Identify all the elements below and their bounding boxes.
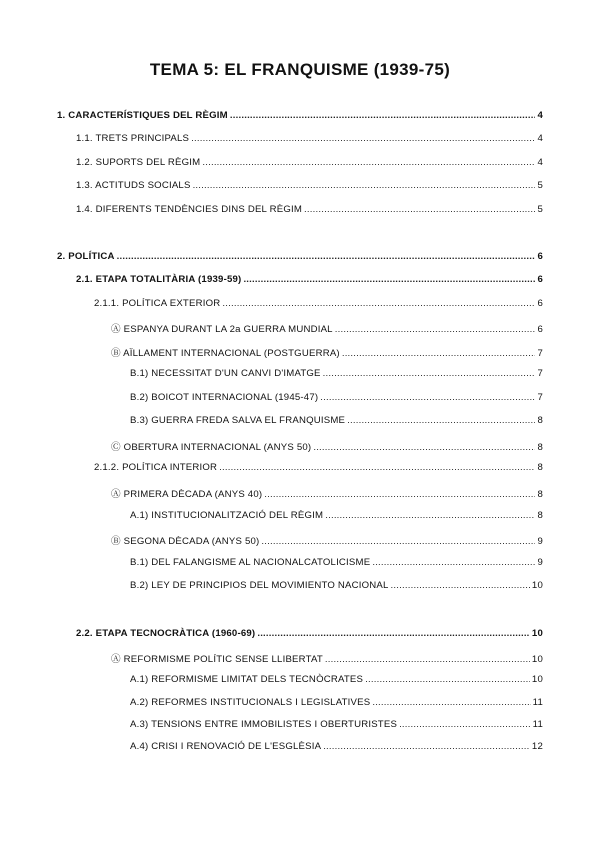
toc-entry-page: 10	[531, 674, 543, 685]
toc-entry-page: 4	[537, 157, 543, 168]
toc-entry-label: B.2) BOICOT INTERNACIONAL (1945-47)	[130, 392, 319, 403]
toc-entry-2-1-2-a[interactable]	[111, 486, 543, 500]
toc-entry-label: A.2) REFORMES INSTITUCIONALS I LEGISLATIVES	[130, 697, 371, 708]
toc-entry-2-1[interactable]	[76, 274, 543, 285]
toc-entry-2-2-a1[interactable]	[130, 674, 543, 685]
toc-leader-dots	[243, 274, 535, 285]
toc-entry-page: 8	[537, 462, 543, 473]
toc-entry-page: 9	[537, 557, 543, 568]
toc-leader-dots	[257, 628, 530, 639]
toc-leader-dots	[202, 157, 535, 168]
toc-entry-2-1-1-a[interactable]	[111, 321, 543, 335]
toc-entry-2-1-1-b2[interactable]	[130, 392, 543, 403]
toc-entry-page: 6	[537, 298, 543, 309]
toc-leader-dots	[325, 654, 530, 665]
toc-entry-page: 8	[537, 489, 543, 500]
toc-leader-dots	[335, 324, 536, 335]
toc-entry-2-2-a2[interactable]	[130, 697, 543, 708]
toc-entry-page: 6	[537, 251, 543, 262]
toc-leader-dots	[222, 298, 535, 309]
toc-entry-label: Ⓐ REFORMISME POLÍTIC SENSE LLIBERTAT	[111, 654, 323, 665]
toc-entry-2-1-1-b1[interactable]	[130, 368, 543, 379]
toc-entry-label: Ⓐ ESPANYA DURANT LA 2a GUERRA MUNDIAL	[111, 324, 333, 335]
toc-entry-page: 12	[531, 741, 543, 752]
toc-entry-label: A.3) TENSIONS ENTRE IMMOBILISTES I OBERTURISTES	[130, 719, 398, 730]
toc-entry-page: 9	[537, 536, 543, 547]
toc-entry-label: B.2) LEY DE PRINCIPIOS DEL MOVIMIENTO NACIONAL	[130, 580, 389, 591]
toc-entry-2-1-1-b[interactable]	[111, 345, 543, 359]
toc-leader-dots	[323, 741, 530, 752]
toc-entry-2-1-2-a1[interactable]	[130, 510, 543, 521]
toc-entry-page: 4	[537, 110, 543, 121]
toc-entry-page: 8	[537, 415, 543, 426]
toc-leader-dots	[304, 204, 535, 215]
toc-entry-page: 6	[537, 274, 543, 285]
toc-entry-label: 2. POLÍTICA	[57, 251, 115, 262]
toc-entry-page: 8	[537, 442, 543, 453]
toc-entry-label: B.3) GUERRA FREDA SALVA EL FRANQUISME	[130, 415, 346, 426]
toc-leader-dots	[342, 348, 536, 359]
toc-entry-page: 10	[531, 654, 543, 665]
toc-entry-label: Ⓑ SEGONA DÈCADA (ANYS 50)	[111, 536, 260, 547]
toc-entry-2-1-2[interactable]	[94, 462, 543, 473]
toc-entry-label: Ⓐ PRIMERA DÈCADA (ANYS 40)	[111, 489, 263, 500]
toc-entry-page: 10	[531, 580, 543, 591]
toc-entry-page: 7	[537, 392, 543, 403]
toc-entry-page: 5	[537, 204, 543, 215]
toc-entry-label: 2.1.1. POLÍTICA EXTERIOR	[94, 298, 221, 309]
toc-entry-page: 11	[532, 697, 543, 708]
toc-leader-dots	[399, 719, 531, 730]
toc-entry-label: A.4) CRISI I RENOVACIÓ DE L'ESGLÈSIA	[130, 741, 322, 752]
toc-entry-1-4[interactable]	[76, 204, 543, 215]
toc-entry-page: 5	[537, 180, 543, 191]
toc-leader-dots	[261, 536, 535, 547]
toc-entry-label: 1.4. DIFERENTS TENDÈNCIES DINS DEL RÈGIM	[76, 204, 303, 215]
toc-entry-2-1-2-b1[interactable]	[130, 557, 543, 568]
toc-entry-2-2-a4[interactable]	[130, 741, 543, 752]
toc-leader-dots	[193, 180, 536, 191]
toc-leader-dots	[313, 442, 535, 453]
toc-entry-2-2-a3[interactable]	[130, 719, 543, 730]
toc-leader-dots	[325, 510, 535, 521]
toc-entry-2-1-1-b3[interactable]	[130, 415, 543, 426]
toc-entry-label: A.1) REFORMISME LIMITAT DELS TECNÒCRATES	[130, 674, 364, 685]
toc-entry-label: A.1) INSTITUCIONALITZACIÓ DEL RÈGIM	[130, 510, 324, 521]
toc-entry-2-2-a[interactable]	[111, 651, 543, 665]
toc-leader-dots	[320, 392, 535, 403]
toc-leader-dots	[365, 674, 530, 685]
toc-leader-dots	[347, 415, 535, 426]
toc-leader-dots	[230, 110, 536, 121]
toc-entry-label: 2.1. ETAPA TOTALITÀRIA (1939-59)	[76, 274, 242, 285]
toc-entry-2-1-2-b[interactable]	[111, 533, 543, 547]
toc-entry-page: 11	[532, 719, 543, 730]
toc-entry-label: 1.2. SUPORTS DEL RÈGIM	[76, 157, 201, 168]
toc-entry-page: 10	[531, 628, 543, 639]
toc-entry-page: 7	[537, 348, 543, 359]
toc-entry-label: 1.3. ACTITUDS SOCIALS	[76, 180, 191, 191]
toc-leader-dots	[219, 462, 535, 473]
toc-entry-2-1-2-b2[interactable]	[130, 580, 543, 591]
toc-entry-1[interactable]	[57, 110, 543, 121]
toc-entry-label: 2.1.2. POLÍTICA INTERIOR	[94, 462, 218, 473]
toc-entry-2-2[interactable]	[76, 628, 543, 639]
toc-entry-2-1-1[interactable]	[94, 298, 543, 309]
toc-entry-page: 8	[537, 510, 543, 521]
toc-entry-label: Ⓒ OBERTURA INTERNACIONAL (ANYS 50)	[111, 442, 312, 453]
toc-leader-dots	[191, 133, 535, 144]
toc-entry-page: 7	[537, 368, 543, 379]
toc-entry-2-1-1-c[interactable]	[111, 439, 543, 453]
toc-entry-label: 2.2. ETAPA TECNOCRÀTICA (1960-69)	[76, 628, 256, 639]
document-title: TEMA 5: EL FRANQUISME (1939-75)	[149, 60, 451, 79]
toc-leader-dots	[372, 697, 530, 708]
toc-entry-1-1[interactable]	[76, 133, 543, 144]
toc-entry-label: B.1) DEL FALANGISME AL NACIONALCATOLICISME	[130, 557, 371, 568]
toc-leader-dots	[323, 368, 536, 379]
toc-entry-page: 4	[537, 133, 543, 144]
toc-leader-dots	[372, 557, 535, 568]
toc-entry-1-3[interactable]	[76, 180, 543, 191]
toc-leader-dots	[117, 251, 536, 262]
toc-entry-label: Ⓑ AÏLLAMENT INTERNACIONAL (POSTGUERRA)	[111, 348, 340, 359]
toc-leader-dots	[391, 580, 530, 591]
toc-entry-label: 1.1. TRETS PRINCIPALS	[76, 133, 190, 144]
toc-entry-label: B.1) NECESSITAT D'UN CANVI D'IMATGE	[130, 368, 321, 379]
toc-entry-1-2[interactable]	[76, 157, 543, 168]
toc-leader-dots	[264, 489, 535, 500]
toc-entry-2[interactable]	[57, 251, 543, 262]
toc-entry-page: 6	[537, 324, 543, 335]
toc-entry-label: 1. CARACTERÍSTIQUES DEL RÈGIM	[57, 110, 228, 121]
